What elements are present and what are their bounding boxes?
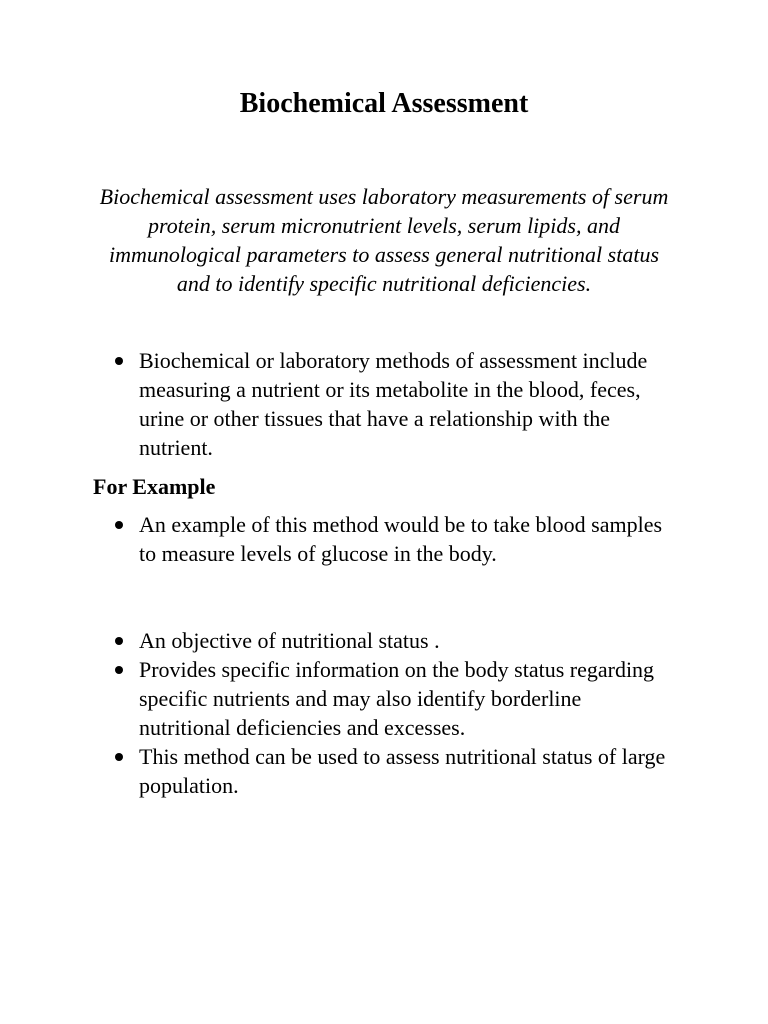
list-item: [93, 510, 673, 568]
intro-paragraph: Biochemical assessment uses laboratory measurements of serum protein, serum micronutrient levels, serum lipids, and immunological parameters to assess general nutritional status and to identify specific nutritional deficiencies.: [99, 184, 669, 296]
bullet-icon: [115, 637, 123, 645]
bullet-icon: [115, 666, 123, 674]
bullet-list-methods: [93, 346, 673, 462]
subheading-for-example: For Example: [93, 474, 216, 499]
list-item: [93, 655, 673, 742]
list-item-text: This method can be used to assess nutritional status of large population.: [139, 744, 666, 798]
list-item-text: An example of this method would be to take blood samples to measure levels of glucose in the body.: [139, 512, 663, 566]
list-item: [93, 346, 673, 462]
list-item-text: Provides specific information on the body status regarding specific nutrients and may also identify borderline nutritional deficiencies and excesses.: [139, 657, 655, 740]
bullet-icon: [115, 357, 123, 365]
bullet-list-example: [93, 510, 673, 568]
list-item-text: Biochemical or laboratory methods of assessment include measuring a nutrient or its metabolite in the blood, feces, urine or other tissues that have a relationship with the nutrient.: [139, 348, 648, 460]
bullet-icon: [115, 521, 123, 529]
page-title: Biochemical Assessment: [239, 88, 529, 119]
bullet-list-features: [93, 626, 673, 800]
list-item-text: An objective of nutritional status .: [139, 628, 440, 653]
list-item: [93, 626, 673, 655]
list-item: [93, 742, 673, 800]
bullet-icon: [115, 753, 123, 761]
